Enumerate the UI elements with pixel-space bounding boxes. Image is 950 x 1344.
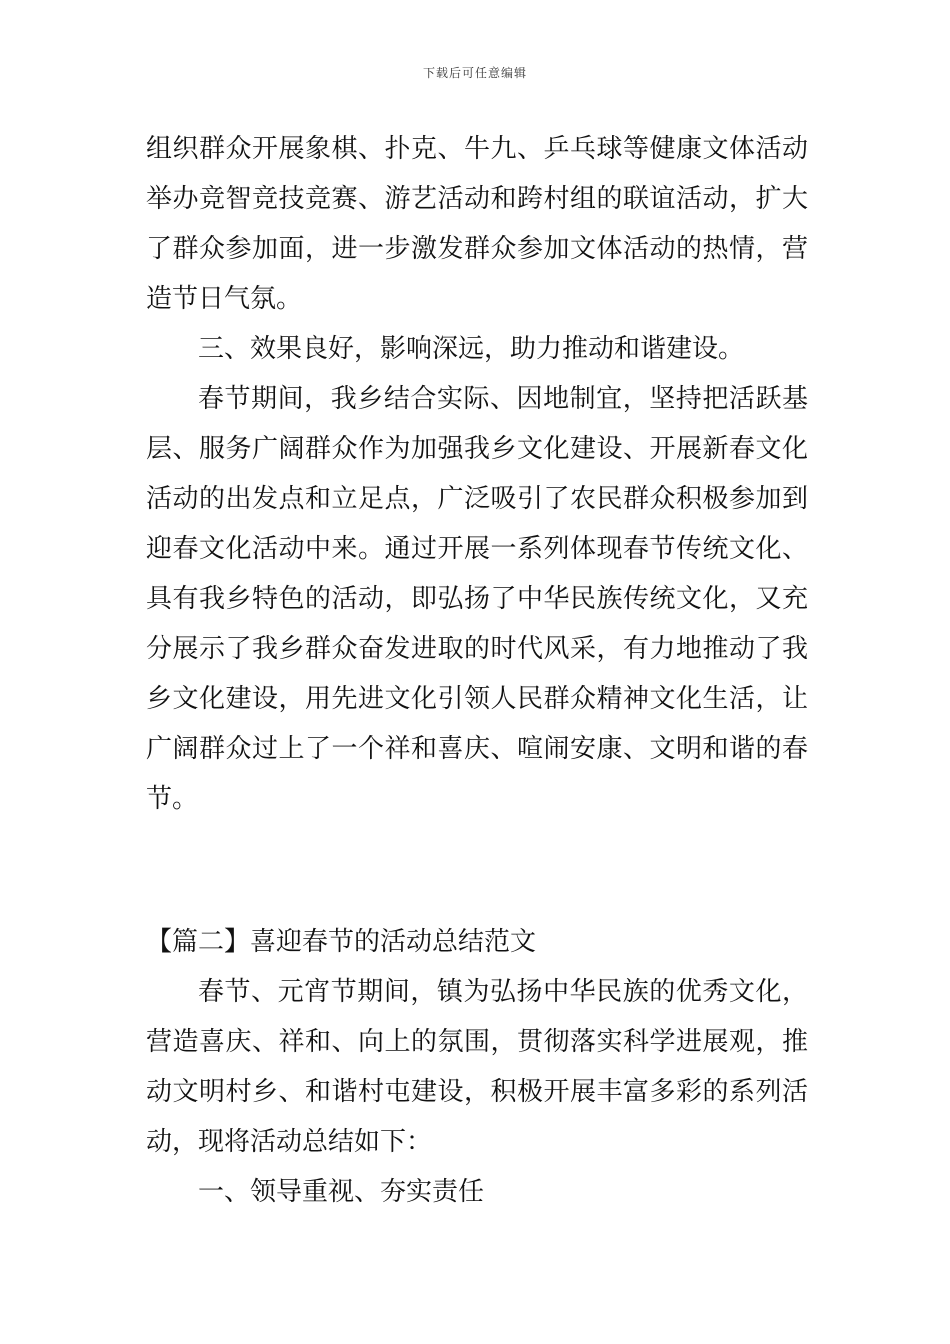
text-line: 分展示了我乡群众奋发进取的时代风采，有力地推动了我 (146, 634, 808, 664)
text-line: 乡文化建设，用先进文化引领人民群众精神文化生活，让 (146, 684, 808, 714)
text-line: 春节期间，我乡结合实际、因地制宜，坚持把活跃基 (198, 384, 808, 414)
paragraph-activities (146, 124, 808, 324)
heading-text: 三、效果良好，影响深远，助力推动和谐建设。 (198, 334, 745, 364)
text-line: 举办竞智竞技竞赛、游艺活动和跨村组的联谊活动，扩大 (146, 184, 808, 214)
text-line: 了群众参加面，进一步激发群众参加文体活动的热情，营 (146, 234, 808, 264)
text-line: 动文明村乡、和谐村屯建设，积极开展丰富多彩的系列活 (146, 1077, 808, 1107)
text-line: 春节、元宵节期间，镇为弘扬中华民族的优秀文化， (198, 977, 808, 1007)
text-line: 组织群众开展象棋、扑克、牛九、乒乓球等健康文体活动 (146, 134, 808, 164)
text-line: 活动的出发点和立足点，广泛吸引了农民群众积极参加到 (146, 484, 808, 514)
section-title (146, 917, 808, 967)
text-line: 广阔群众过上了一个祥和喜庆、喧闹安康、文明和谐的春 (146, 734, 808, 764)
text-line: 营造喜庆、祥和、向上的氛围，贯彻落实科学进展观，推 (146, 1027, 808, 1057)
section-heading-one (146, 1167, 808, 1217)
text-line: 节。 (146, 784, 199, 814)
text-line: 造节日气氛。 (146, 284, 303, 314)
page-header: 下载后可任意编辑 (422, 66, 527, 80)
section-title-text: 【篇二】喜迎春节的活动总结范文 (146, 927, 537, 957)
section-heading-three (146, 324, 808, 374)
text-line: 动，现将活动总结如下： (146, 1127, 433, 1157)
text-line: 迎春文化活动中来。通过开展一系列体现春节传统文化、 (146, 534, 808, 564)
paragraph-intro (146, 967, 808, 1167)
text-line: 层、服务广阔群众作为加强我乡文化建设、开展新春文化 (146, 434, 808, 464)
heading-text: 一、领导重视、夯实责任 (198, 1177, 485, 1207)
paragraph-spring-festival (146, 374, 808, 824)
text-line: 具有我乡特色的活动，即弘扬了中华民族传统文化，又充 (146, 584, 808, 614)
